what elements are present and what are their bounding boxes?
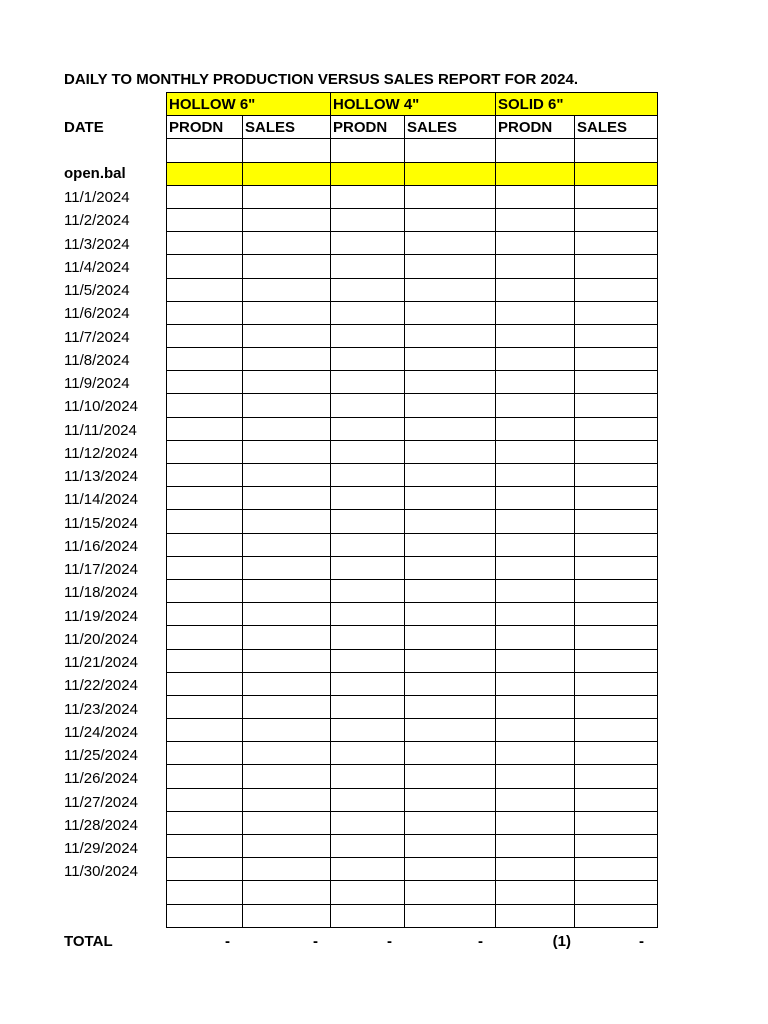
grid-cell[interactable] [243, 487, 331, 510]
grid-cell[interactable] [167, 881, 243, 904]
grid-cell[interactable] [331, 626, 405, 649]
grid-cell[interactable] [405, 417, 496, 440]
grid-cell[interactable] [575, 858, 658, 881]
grid-cell[interactable] [575, 278, 658, 301]
date-label: 11/20/2024 [64, 630, 138, 648]
grid-cell[interactable] [496, 255, 575, 278]
grid-cell[interactable] [243, 278, 331, 301]
grid-cell[interactable] [575, 904, 658, 927]
total-label: TOTAL [64, 933, 113, 950]
date-label: 11/28/2024 [64, 816, 138, 834]
grid-cell[interactable] [331, 742, 405, 765]
grid-cell[interactable] [405, 603, 496, 626]
date-label: 11/29/2024 [64, 840, 138, 857]
grid-cell[interactable] [167, 719, 243, 742]
grid-cell[interactable] [243, 417, 331, 440]
table-row [167, 487, 658, 510]
grid-cell[interactable] [167, 742, 243, 765]
grid-cell[interactable] [496, 348, 575, 371]
grid-cell[interactable] [243, 672, 331, 695]
opening-balance-row [167, 162, 658, 185]
grid-cell[interactable] [331, 324, 405, 347]
date-label: 11/15/2024 [64, 514, 138, 532]
table-row [167, 324, 658, 347]
grid-cell[interactable] [167, 533, 243, 556]
grid-cell[interactable] [575, 348, 658, 371]
opening-balance-cell[interactable] [167, 162, 243, 185]
grid-cell[interactable] [496, 324, 575, 347]
grid-cell[interactable] [575, 255, 658, 278]
group-header: HOLLOW 6" [167, 93, 331, 116]
table-row [167, 417, 658, 440]
total-value: - [478, 933, 483, 950]
grid-cell[interactable] [243, 626, 331, 649]
grid-cell[interactable] [575, 394, 658, 417]
grid-cell[interactable] [575, 232, 658, 255]
grid-cell[interactable] [496, 765, 575, 788]
grid-cell[interactable] [405, 510, 496, 533]
opening-balance-label: open.bal [64, 165, 126, 182]
grid-cell[interactable] [405, 464, 496, 487]
grid-cell[interactable] [575, 742, 658, 765]
grid-cell[interactable] [167, 255, 243, 278]
grid-cell[interactable] [575, 765, 658, 788]
grid-cell[interactable] [496, 835, 575, 858]
column-header: SALES [405, 116, 496, 139]
table-row [167, 371, 658, 394]
grid-cell[interactable] [575, 533, 658, 556]
grid-cell[interactable] [496, 394, 575, 417]
grid-cell[interactable] [331, 348, 405, 371]
date-label: 11/12/2024 [64, 444, 138, 462]
grid-cell[interactable] [331, 858, 405, 881]
grid-cell[interactable] [575, 440, 658, 463]
grid-cell[interactable] [405, 301, 496, 324]
grid-cell[interactable] [243, 881, 331, 904]
date-label: 11/10/2024 [64, 398, 138, 416]
grid-cell[interactable] [167, 185, 243, 208]
grid-cell[interactable] [167, 278, 243, 301]
grid-cell[interactable] [331, 649, 405, 672]
table-row [167, 579, 658, 602]
grid-cell[interactable] [167, 510, 243, 533]
table-row [167, 742, 658, 765]
grid-cell[interactable] [496, 742, 575, 765]
grid-cell[interactable] [496, 510, 575, 533]
grid-cell[interactable] [405, 487, 496, 510]
grid-cell[interactable] [243, 185, 331, 208]
grid-cell[interactable] [405, 185, 496, 208]
grid-cell[interactable] [405, 788, 496, 811]
grid-cell[interactable] [243, 649, 331, 672]
grid-cell[interactable] [243, 742, 331, 765]
grid-cell[interactable] [496, 533, 575, 556]
grid-cell[interactable] [496, 672, 575, 695]
opening-balance-cell[interactable] [243, 162, 331, 185]
grid-cell[interactable] [405, 835, 496, 858]
grid-cell[interactable] [243, 464, 331, 487]
date-label: 11/22/2024 [64, 677, 138, 695]
total-value: - [639, 933, 644, 950]
grid-cell[interactable] [331, 579, 405, 602]
grid-cell[interactable] [167, 835, 243, 858]
table-row [167, 858, 658, 881]
grid-cell[interactable] [405, 765, 496, 788]
grid-cell[interactable] [575, 139, 658, 162]
grid-cell[interactable] [331, 510, 405, 533]
grid-cell[interactable] [405, 672, 496, 695]
grid-cell[interactable] [331, 440, 405, 463]
grid-cell[interactable] [496, 232, 575, 255]
grid-cell[interactable] [575, 324, 658, 347]
column-header: PRODN [167, 116, 243, 139]
grid-cell[interactable] [405, 208, 496, 231]
grid-cell[interactable] [331, 487, 405, 510]
grid-cell[interactable] [405, 139, 496, 162]
grid-cell[interactable] [405, 858, 496, 881]
grid-cell[interactable] [496, 417, 575, 440]
grid-cell[interactable] [496, 556, 575, 579]
grid-cell[interactable] [496, 139, 575, 162]
grid-cell[interactable] [405, 556, 496, 579]
grid-cell[interactable] [405, 579, 496, 602]
date-column-header: DATE [64, 119, 104, 136]
grid-cell[interactable] [331, 603, 405, 626]
grid-cell[interactable] [405, 811, 496, 834]
grid-cell[interactable] [243, 348, 331, 371]
grid-cell[interactable] [167, 301, 243, 324]
grid-cell[interactable] [405, 742, 496, 765]
grid-cell[interactable] [167, 672, 243, 695]
grid-cell[interactable] [496, 301, 575, 324]
table-row [167, 603, 658, 626]
grid-cell[interactable] [167, 348, 243, 371]
date-label: 11/5/2024 [64, 282, 130, 299]
grid-cell[interactable] [575, 208, 658, 231]
grid-cell[interactable] [167, 371, 243, 394]
grid-cell[interactable] [575, 464, 658, 487]
grid-cell[interactable] [331, 139, 405, 162]
grid-cell[interactable] [496, 695, 575, 718]
grid-cell[interactable] [243, 533, 331, 556]
grid-cell[interactable] [167, 904, 243, 927]
opening-balance-cell[interactable] [405, 162, 496, 185]
group-header: HOLLOW 4" [331, 93, 496, 116]
grid-cell[interactable] [167, 579, 243, 602]
grid-cell[interactable] [575, 835, 658, 858]
grid-cell[interactable] [243, 579, 331, 602]
column-header: PRODN [331, 116, 405, 139]
date-label: 11/14/2024 [64, 491, 138, 509]
date-label: 11/9/2024 [64, 375, 130, 392]
grid-cell[interactable] [405, 719, 496, 742]
date-label: 11/23/2024 [64, 700, 138, 718]
table-row [167, 811, 658, 834]
grid-cell[interactable] [575, 811, 658, 834]
grid-cell[interactable] [405, 904, 496, 927]
grid-cell[interactable] [167, 394, 243, 417]
grid-cell[interactable] [167, 417, 243, 440]
table-row [167, 208, 658, 231]
column-header: SALES [243, 116, 331, 139]
grid-cell[interactable] [331, 881, 405, 904]
date-label: 11/27/2024 [64, 793, 138, 811]
total-value: (1) [552, 933, 571, 950]
opening-balance-cell[interactable] [575, 162, 658, 185]
grid-cell[interactable] [405, 533, 496, 556]
grid-cell[interactable] [167, 765, 243, 788]
table-row [167, 278, 658, 301]
grid-cell[interactable] [575, 487, 658, 510]
grid-cell[interactable] [575, 510, 658, 533]
grid-cell[interactable] [496, 603, 575, 626]
date-label: 11/13/2024 [64, 468, 138, 485]
table-row [167, 649, 658, 672]
grid-cell[interactable] [243, 371, 331, 394]
opening-balance-cell[interactable] [496, 162, 575, 185]
grid-cell[interactable] [243, 695, 331, 718]
grid-cell[interactable] [575, 695, 658, 718]
table-row [167, 255, 658, 278]
grid-cell[interactable] [243, 301, 331, 324]
date-label: 11/21/2024 [64, 654, 138, 671]
grid-cell[interactable] [243, 788, 331, 811]
grid-cell[interactable] [243, 139, 331, 162]
grid-cell[interactable] [243, 510, 331, 533]
date-label: 11/24/2024 [64, 723, 138, 741]
grid-cell[interactable] [243, 440, 331, 463]
grid-cell[interactable] [575, 301, 658, 324]
grid-cell[interactable] [331, 695, 405, 718]
grid-cell[interactable] [496, 579, 575, 602]
date-label: 11/4/2024 [64, 258, 130, 276]
grid-cell[interactable] [496, 185, 575, 208]
grid-cell[interactable] [243, 835, 331, 858]
grid-cell[interactable] [167, 788, 243, 811]
grid-cell[interactable] [167, 208, 243, 231]
grid-cell[interactable] [405, 649, 496, 672]
grid-cell[interactable] [496, 881, 575, 904]
table-row [167, 440, 658, 463]
grid-cell[interactable] [496, 208, 575, 231]
grid-cell[interactable] [496, 626, 575, 649]
grid-cell[interactable] [405, 348, 496, 371]
grid-cell[interactable] [243, 719, 331, 742]
table-row [167, 510, 658, 533]
date-list [64, 186, 138, 884]
grid-cell[interactable] [167, 556, 243, 579]
date-label: 11/3/2024 [64, 235, 130, 253]
grid-cell[interactable] [331, 788, 405, 811]
grid-cell[interactable] [496, 278, 575, 301]
grid-cell[interactable] [575, 556, 658, 579]
grid-cell[interactable] [575, 603, 658, 626]
date-label: 11/16/2024 [64, 537, 138, 555]
grid-cell[interactable] [167, 324, 243, 347]
table-row [167, 626, 658, 649]
table-row [167, 788, 658, 811]
grid-cell[interactable] [405, 440, 496, 463]
grid-cell[interactable] [243, 232, 331, 255]
grid-cell[interactable] [243, 556, 331, 579]
grid-cell[interactable] [167, 695, 243, 718]
grid-cell[interactable] [405, 394, 496, 417]
grid-cell[interactable] [331, 185, 405, 208]
grid-cell[interactable] [331, 533, 405, 556]
grid-cell[interactable] [331, 464, 405, 487]
grid-cell[interactable] [243, 394, 331, 417]
grid-cell[interactable] [405, 626, 496, 649]
grid-cell[interactable] [167, 487, 243, 510]
grid-cell[interactable] [243, 858, 331, 881]
grid-cell[interactable] [405, 881, 496, 904]
grid-cell[interactable] [167, 440, 243, 463]
table-row [167, 232, 658, 255]
table-row [167, 672, 658, 695]
grid-cell[interactable] [331, 556, 405, 579]
grid-cell[interactable] [496, 440, 575, 463]
total-value: - [225, 933, 230, 950]
grid-cell[interactable] [331, 904, 405, 927]
date-label: 11/30/2024 [64, 863, 138, 881]
grid-cell[interactable] [575, 649, 658, 672]
date-label: 11/17/2024 [64, 561, 138, 578]
grid-cell[interactable] [243, 208, 331, 231]
table-row [167, 719, 658, 742]
grid-cell[interactable] [575, 626, 658, 649]
grid-cell[interactable] [167, 139, 243, 162]
report-title: DAILY TO MONTHLY PRODUCTION VERSUS SALES REPORT FOR 2024. [64, 71, 578, 88]
total-value: - [387, 933, 392, 950]
date-label: 11/18/2024 [64, 584, 138, 602]
grid-cell[interactable] [167, 464, 243, 487]
grid-cell[interactable] [243, 765, 331, 788]
grid-cell[interactable] [331, 719, 405, 742]
grid-cell[interactable] [331, 417, 405, 440]
table-row [167, 765, 658, 788]
grid-cell[interactable] [331, 255, 405, 278]
grid-cell[interactable] [405, 232, 496, 255]
grid-cell[interactable] [167, 649, 243, 672]
total-value: - [313, 933, 318, 950]
grid-cell[interactable] [496, 487, 575, 510]
subheader-row [167, 116, 658, 139]
grid-cell[interactable] [331, 765, 405, 788]
grid-cell[interactable] [405, 255, 496, 278]
grid-cell[interactable] [405, 278, 496, 301]
date-label: 11/25/2024 [64, 747, 138, 764]
date-label: 11/7/2024 [64, 328, 130, 346]
table-row [167, 695, 658, 718]
grid-cell[interactable] [331, 278, 405, 301]
date-label: 11/11/2024 [64, 421, 137, 439]
blank-row [167, 139, 658, 162]
grid-cell[interactable] [167, 858, 243, 881]
grid-cell[interactable] [167, 232, 243, 255]
grid-cell[interactable] [405, 371, 496, 394]
grid-cell[interactable] [331, 208, 405, 231]
grid-cell[interactable] [496, 904, 575, 927]
date-label: 11/19/2024 [64, 607, 138, 625]
grid-cell[interactable] [496, 371, 575, 394]
date-label: 11/2/2024 [64, 212, 130, 230]
date-label: 11/1/2024 [64, 189, 130, 206]
grid-cell[interactable] [496, 811, 575, 834]
column-header: PRODN [496, 116, 575, 139]
table-row [167, 348, 658, 371]
grid-cell[interactable] [331, 301, 405, 324]
grid-cell[interactable] [575, 719, 658, 742]
table-row [167, 835, 658, 858]
grid-cell[interactable] [331, 232, 405, 255]
grid-cell[interactable] [331, 394, 405, 417]
report-grid [166, 92, 658, 928]
grid-cell[interactable] [243, 255, 331, 278]
date-label: 11/6/2024 [64, 305, 130, 323]
table-row [167, 394, 658, 417]
date-label: 11/26/2024 [64, 770, 138, 788]
grid-cell[interactable] [575, 672, 658, 695]
table-row [167, 464, 658, 487]
group-header-row [167, 93, 658, 116]
grid-cell[interactable] [243, 324, 331, 347]
grid-cell[interactable] [331, 672, 405, 695]
blank-row [167, 904, 658, 927]
grid-cell[interactable] [575, 788, 658, 811]
table-row [167, 185, 658, 208]
grid-cell[interactable] [405, 324, 496, 347]
grid-cell[interactable] [167, 603, 243, 626]
grid-cell[interactable] [496, 464, 575, 487]
grid-cell[interactable] [575, 371, 658, 394]
grid-cell[interactable] [575, 881, 658, 904]
blank-row [167, 881, 658, 904]
grid-cell[interactable] [331, 811, 405, 834]
grid-cell[interactable] [331, 835, 405, 858]
grid-cell[interactable] [243, 811, 331, 834]
grid-cell[interactable] [575, 185, 658, 208]
group-header: SOLID 6" [496, 93, 658, 116]
grid-cell[interactable] [243, 603, 331, 626]
grid-cell[interactable] [496, 858, 575, 881]
table-row [167, 556, 658, 579]
table-row [167, 301, 658, 324]
grid-cell[interactable] [575, 579, 658, 602]
grid-cell[interactable] [243, 904, 331, 927]
table-row [167, 533, 658, 556]
grid-cell[interactable] [167, 626, 243, 649]
date-label: 11/8/2024 [64, 351, 130, 369]
grid-cell[interactable] [496, 788, 575, 811]
grid-cell[interactable] [405, 695, 496, 718]
opening-balance-cell[interactable] [331, 162, 405, 185]
grid-cell[interactable] [167, 811, 243, 834]
grid-cell[interactable] [496, 649, 575, 672]
column-header: SALES [575, 116, 658, 139]
grid-cell[interactable] [331, 371, 405, 394]
grid-cell[interactable] [496, 719, 575, 742]
grid-cell[interactable] [575, 417, 658, 440]
